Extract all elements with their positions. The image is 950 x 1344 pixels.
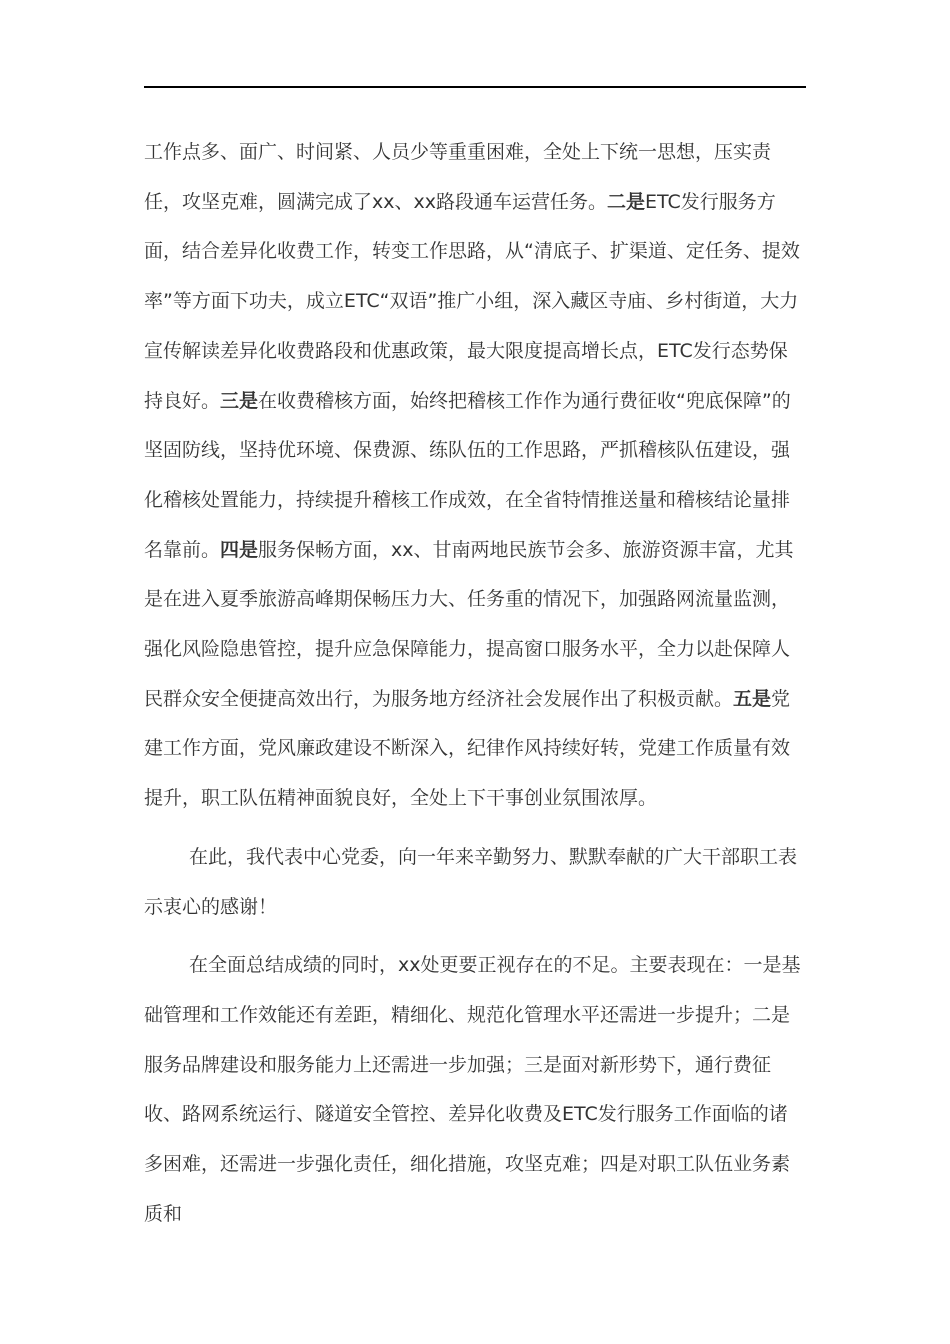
text-segment: 在收费稽核方面，始终把稽核工作作为通行费征收“兜底保障”的坚固防线，坚持优环境、保费源、练队伍的工作思路，严抓稽核队伍建设，强化稽核处置能力，持续提升稽核工作成效，在全省特情推送量和稽核结论量排名靠前。 xyxy=(144,389,791,561)
bold-marker-three: 三是 xyxy=(220,389,259,412)
text-segment: 党建工作方面，党风廉政建设不断深入，纪律作风持续好转，党建工作质量有效提升，职工队伍精神面貌良好，全处上下干事创业氛围浓厚。 xyxy=(144,687,791,810)
text-segment: 工作点多、面广、时间紧、人员少等重重困难，全处上下统一思想，压实责任，攻坚克难，圆满完成了xx、xx路段通车运营任务。 xyxy=(144,141,772,213)
text-segment: 服务保畅方面，xx、甘南两地民族节会多、旅游资源丰富，尤其是在进入夏季旅游高峰期保畅压力大、任务重的情况下，加强路网流量监测，强化风险隐患管控，提升应急保障能力，提高窗口服务水平，全力以赴保障人民群众安全便捷高效出行，为服务地方经济社会发展作出了积极贡献。 xyxy=(144,538,794,710)
text-segment: 在全面总结成绩的同时，xx处更要正视存在的不足。主要表现在：一是基础管理和工作效能还有差距，精细化、规范化管理水平还需进一步提升；二是服务品牌建设和服务能力上还需进一步加强；三是面对新形势下，通行费征收、路网系统运行、隧道安全管控、差异化收费及ETC发行服务工作面临的诸多困难，还需进一步强化责任，细化措施，攻坚克难；四是对职工队伍业务素质和 xyxy=(144,954,801,1225)
text-segment: 在此，我代表中心党委，向一年来辛勤努力、默默奉献的广大干部职工表示衷心的感谢！ xyxy=(144,845,798,918)
text-segment: ETC发行服务方面，结合差异化收费工作，转变工作思路，从“清底子、扩渠道、定任务、提效率”等方面下功夫，成立ETC“双语”推广小组，深入藏区寺庙、乡村街道，大力宣传解读差异化收费路段和优惠政策，最大限度提高增长点，ETC发行态势保持良好。 xyxy=(144,190,800,412)
bold-marker-five: 五是 xyxy=(733,687,772,710)
bold-marker-four: 四是 xyxy=(220,538,259,561)
bold-marker-two: 二是 xyxy=(606,190,645,213)
paragraph-achievements xyxy=(144,128,806,824)
header-rule xyxy=(144,86,806,88)
paragraph-thanks xyxy=(144,833,806,932)
document-body xyxy=(144,128,806,1239)
paragraph-shortcomings xyxy=(144,941,806,1239)
